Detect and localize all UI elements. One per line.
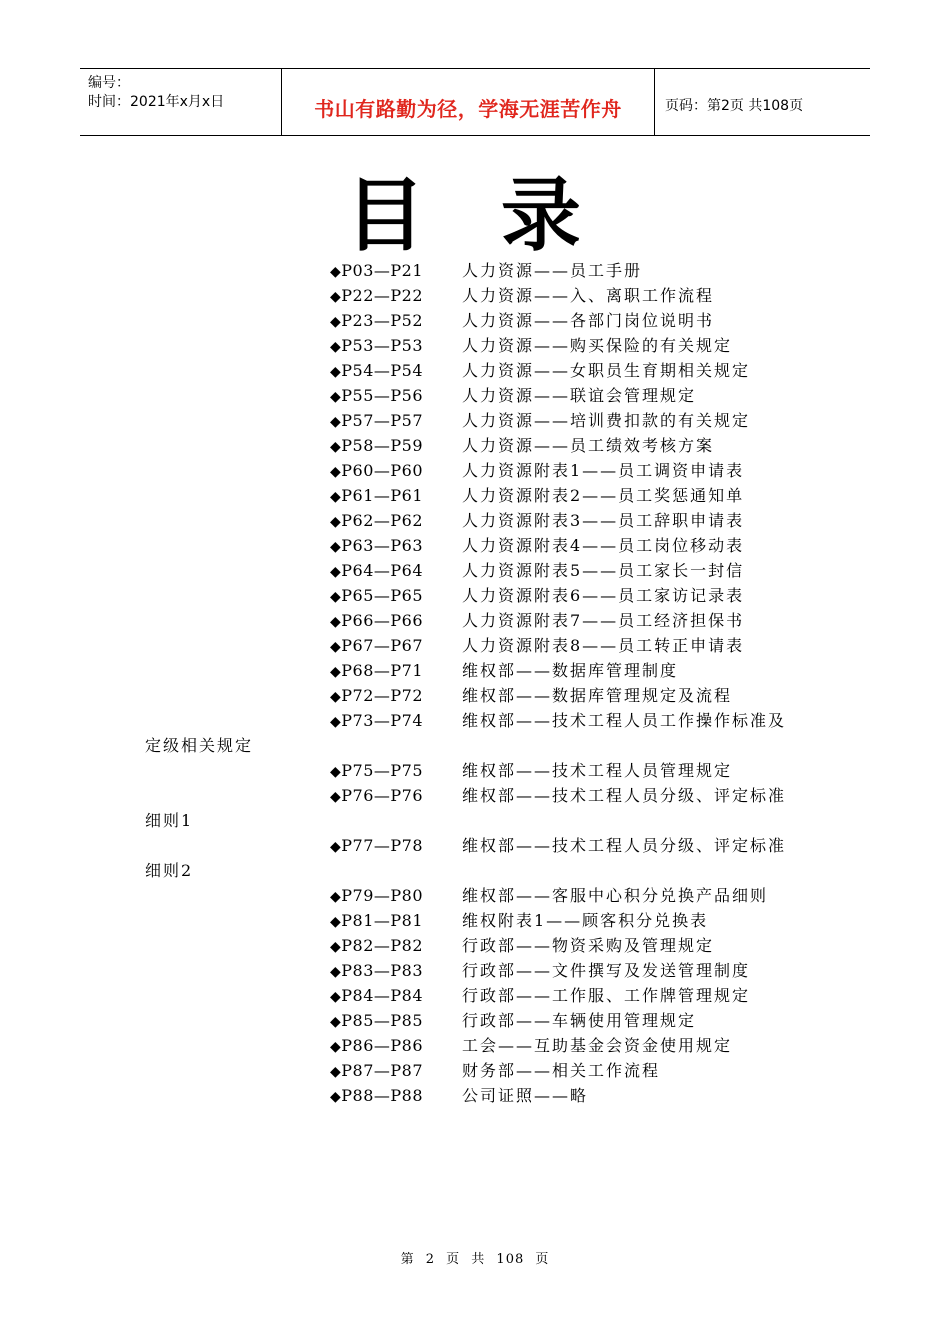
toc-entry	[0, 1033, 950, 1058]
toc-description: 人力资源——入、离职工作流程	[462, 286, 715, 305]
header-meta-cell	[80, 69, 282, 135]
page-title: 目 录	[345, 169, 605, 262]
toc-page-range	[330, 408, 423, 435]
toc-page-range	[330, 1083, 423, 1110]
toc-page-range	[330, 258, 423, 285]
header-page-cell	[655, 69, 870, 135]
toc-range-text: P62—P62	[341, 511, 424, 530]
toc-page-range	[330, 583, 423, 610]
bullet-diamond-icon: ◆	[330, 1039, 342, 1055]
toc-page-range	[330, 508, 423, 535]
toc-page-range	[330, 458, 423, 485]
toc-range-text: P85—P85	[341, 1011, 424, 1030]
toc-page-range	[330, 333, 423, 360]
toc-page-range	[330, 783, 423, 810]
toc-page-range	[330, 383, 423, 410]
toc-range-text: P53—P53	[341, 336, 424, 355]
time-label: 时间：2021年x月x日	[88, 94, 225, 110]
bullet-diamond-icon: ◆	[330, 1014, 342, 1030]
toc-entry	[0, 258, 950, 283]
toc-description: 人力资源附表5——员工家长一封信	[462, 561, 745, 580]
toc-range-text: P23—P52	[341, 311, 424, 330]
toc-entry	[0, 583, 950, 608]
bullet-diamond-icon: ◆	[330, 464, 342, 480]
toc-entry	[0, 433, 950, 458]
bullet-diamond-icon: ◆	[330, 264, 342, 280]
toc-page-range	[330, 683, 423, 710]
toc-page-range	[330, 283, 423, 310]
toc-range-text: P03—P21	[341, 261, 424, 280]
bullet-diamond-icon: ◆	[330, 714, 342, 730]
toc-page-range	[330, 633, 423, 660]
toc-range-text: P77—P78	[341, 836, 424, 855]
toc-range-text: P57—P57	[341, 411, 424, 430]
bullet-diamond-icon: ◆	[330, 989, 342, 1005]
bullet-diamond-icon: ◆	[330, 614, 342, 630]
bullet-diamond-icon: ◆	[330, 364, 342, 380]
toc-description: 人力资源——联谊会管理规定	[462, 386, 697, 405]
bullet-diamond-icon: ◆	[330, 489, 342, 505]
toc-range-text: P55—P56	[341, 386, 424, 405]
toc-description-continuation: 定级相关规定	[145, 736, 254, 755]
toc-page-range	[330, 983, 423, 1010]
toc-entry	[0, 758, 950, 783]
toc-entry	[0, 608, 950, 633]
toc-page-range	[330, 833, 423, 860]
bullet-diamond-icon: ◆	[330, 964, 342, 980]
toc-range-text: P76—P76	[341, 786, 424, 805]
code-label: 编号：	[88, 75, 130, 91]
toc-entry	[0, 483, 950, 508]
toc-description: 人力资源——女职员生育期相关规定	[462, 361, 751, 380]
bullet-diamond-icon: ◆	[330, 639, 342, 655]
toc-entry	[0, 283, 950, 308]
toc-range-text: P66—P66	[341, 611, 424, 630]
toc-entry	[0, 833, 950, 858]
bullet-diamond-icon: ◆	[330, 789, 342, 805]
toc-description: 维权部——数据库管理制度	[462, 661, 679, 680]
toc-range-text: P73—P74	[341, 711, 424, 730]
toc-entry	[0, 558, 950, 583]
bullet-diamond-icon: ◆	[330, 914, 342, 930]
toc-entry	[0, 908, 950, 933]
toc-page-range	[330, 908, 423, 935]
toc-range-text: P64—P64	[341, 561, 424, 580]
toc-description: 维权部——技术工程人员工作操作标准及	[462, 711, 787, 730]
toc-range-text: P58—P59	[341, 436, 424, 455]
toc-description: 人力资源附表3——员工辞职申请表	[462, 511, 745, 530]
toc-description: 财务部——相关工作流程	[462, 1061, 661, 1080]
toc-page-range	[330, 883, 423, 910]
bullet-diamond-icon: ◆	[330, 289, 342, 305]
toc-page-range	[330, 608, 423, 635]
toc-entry	[0, 1083, 950, 1108]
toc-description: 公司证照——略	[462, 1086, 589, 1105]
toc-range-text: P75—P75	[341, 761, 424, 780]
bullet-diamond-icon: ◆	[330, 389, 342, 405]
toc-entry	[0, 933, 950, 958]
toc-description: 维权部——技术工程人员分级、评定标准	[462, 836, 787, 855]
toc-range-text: P88—P88	[341, 1086, 424, 1105]
toc-page-range	[330, 558, 423, 585]
bullet-diamond-icon: ◆	[330, 839, 342, 855]
toc-range-text: P67—P67	[341, 636, 424, 655]
toc-range-text: P68—P71	[341, 661, 424, 680]
bullet-diamond-icon: ◆	[330, 1089, 342, 1105]
toc-entry	[0, 308, 950, 333]
bullet-diamond-icon: ◆	[330, 314, 342, 330]
toc-range-text: P86—P86	[341, 1036, 424, 1055]
toc-page-range	[330, 358, 423, 385]
toc-range-text: P79—P80	[341, 886, 424, 905]
toc-page-range	[330, 1033, 423, 1060]
bullet-diamond-icon: ◆	[330, 414, 342, 430]
toc-page-range	[330, 958, 423, 985]
toc-page-range	[330, 933, 423, 960]
toc-page-range	[330, 1058, 423, 1085]
toc-description: 人力资源附表4——员工岗位移动表	[462, 536, 745, 555]
toc-description: 人力资源——各部门岗位说明书	[462, 311, 715, 330]
toc-range-text: P63—P63	[341, 536, 424, 555]
toc-entry	[0, 508, 950, 533]
toc-description: 行政部——车辆使用管理规定	[462, 1011, 697, 1030]
toc-page-range	[330, 483, 423, 510]
toc-description: 工会——互助基金会资金使用规定	[462, 1036, 733, 1055]
toc-range-text: P22—P22	[341, 286, 424, 305]
bullet-diamond-icon: ◆	[330, 589, 342, 605]
page-header	[80, 68, 870, 136]
toc-entry	[0, 883, 950, 908]
toc-range-text: P84—P84	[341, 986, 424, 1005]
toc-range-text: P81—P81	[341, 911, 424, 930]
toc-description: 人力资源附表2——员工奖惩通知单	[462, 486, 745, 505]
toc-description: 行政部——工作服、工作牌管理规定	[462, 986, 751, 1005]
toc-range-text: P83—P83	[341, 961, 424, 980]
toc-entry	[0, 333, 950, 358]
toc-entry	[0, 533, 950, 558]
toc-page-range	[330, 433, 423, 460]
toc-description: 人力资源——员工手册	[462, 261, 643, 280]
toc-entry	[0, 658, 950, 683]
toc-description: 人力资源附表6——员工家访记录表	[462, 586, 745, 605]
bullet-diamond-icon: ◆	[330, 514, 342, 530]
toc-description: 人力资源——购买保险的有关规定	[462, 336, 733, 355]
page-footer: 第 2 页 共 108 页	[400, 1252, 550, 1267]
toc-range-text: P61—P61	[341, 486, 424, 505]
toc-entry	[0, 708, 950, 733]
bullet-diamond-icon: ◆	[330, 764, 342, 780]
toc-description: 维权附表1——顾客积分兑换表	[462, 911, 709, 930]
toc-entry	[0, 458, 950, 483]
toc-range-text: P87—P87	[341, 1061, 424, 1080]
toc-description: 行政部——物资采购及管理规定	[462, 936, 715, 955]
bullet-diamond-icon: ◆	[330, 664, 342, 680]
bullet-diamond-icon: ◆	[330, 689, 342, 705]
toc-entry	[0, 683, 950, 708]
toc-description: 维权部——数据库管理规定及流程	[462, 686, 733, 705]
header-motto-cell	[282, 69, 655, 135]
toc-description: 人力资源附表8——员工转正申请表	[462, 636, 745, 655]
toc-description: 人力资源——培训费扣款的有关规定	[462, 411, 751, 430]
toc-entry	[0, 633, 950, 658]
bullet-diamond-icon: ◆	[330, 539, 342, 555]
toc-page-range	[330, 533, 423, 560]
motto-text: 书山有路勤为径，学海无涯苦作舟	[314, 97, 622, 121]
toc-range-text: P72—P72	[341, 686, 424, 705]
toc-description: 人力资源附表7——员工经济担保书	[462, 611, 745, 630]
toc-page-range	[330, 308, 423, 335]
toc-description: 行政部——文件撰写及发送管理制度	[462, 961, 751, 980]
bullet-diamond-icon: ◆	[330, 439, 342, 455]
toc-range-text: P60—P60	[341, 461, 424, 480]
toc-entry	[0, 383, 950, 408]
toc-page-range	[330, 1008, 423, 1035]
bullet-diamond-icon: ◆	[330, 889, 342, 905]
toc-entry	[0, 1008, 950, 1033]
toc-description: 人力资源——员工绩效考核方案	[462, 436, 715, 455]
toc-entry	[0, 358, 950, 383]
toc-description: 人力资源附表1——员工调资申请表	[462, 461, 745, 480]
toc-description-continuation: 细则1	[145, 811, 194, 830]
toc-description: 维权部——技术工程人员分级、评定标准	[462, 786, 787, 805]
bullet-diamond-icon: ◆	[330, 1064, 342, 1080]
bullet-diamond-icon: ◆	[330, 564, 342, 580]
toc-entry	[0, 983, 950, 1008]
toc-description: 维权部——技术工程人员管理规定	[462, 761, 733, 780]
page-number-label: 页码：第2页 共108页	[665, 98, 804, 114]
toc-page-range	[330, 658, 423, 685]
toc-entry	[0, 783, 950, 808]
toc-entry	[0, 1058, 950, 1083]
toc-range-text: P54—P54	[341, 361, 424, 380]
toc-description: 维权部——客服中心积分兑换产品细则	[462, 886, 769, 905]
bullet-diamond-icon: ◆	[330, 939, 342, 955]
toc-range-text: P65—P65	[341, 586, 424, 605]
bullet-diamond-icon: ◆	[330, 339, 342, 355]
toc-description-continuation: 细则2	[145, 861, 194, 880]
toc-entry	[0, 408, 950, 433]
toc-page-range	[330, 758, 423, 785]
toc-page-range	[330, 708, 423, 735]
toc-range-text: P82—P82	[341, 936, 424, 955]
toc-entry	[0, 958, 950, 983]
